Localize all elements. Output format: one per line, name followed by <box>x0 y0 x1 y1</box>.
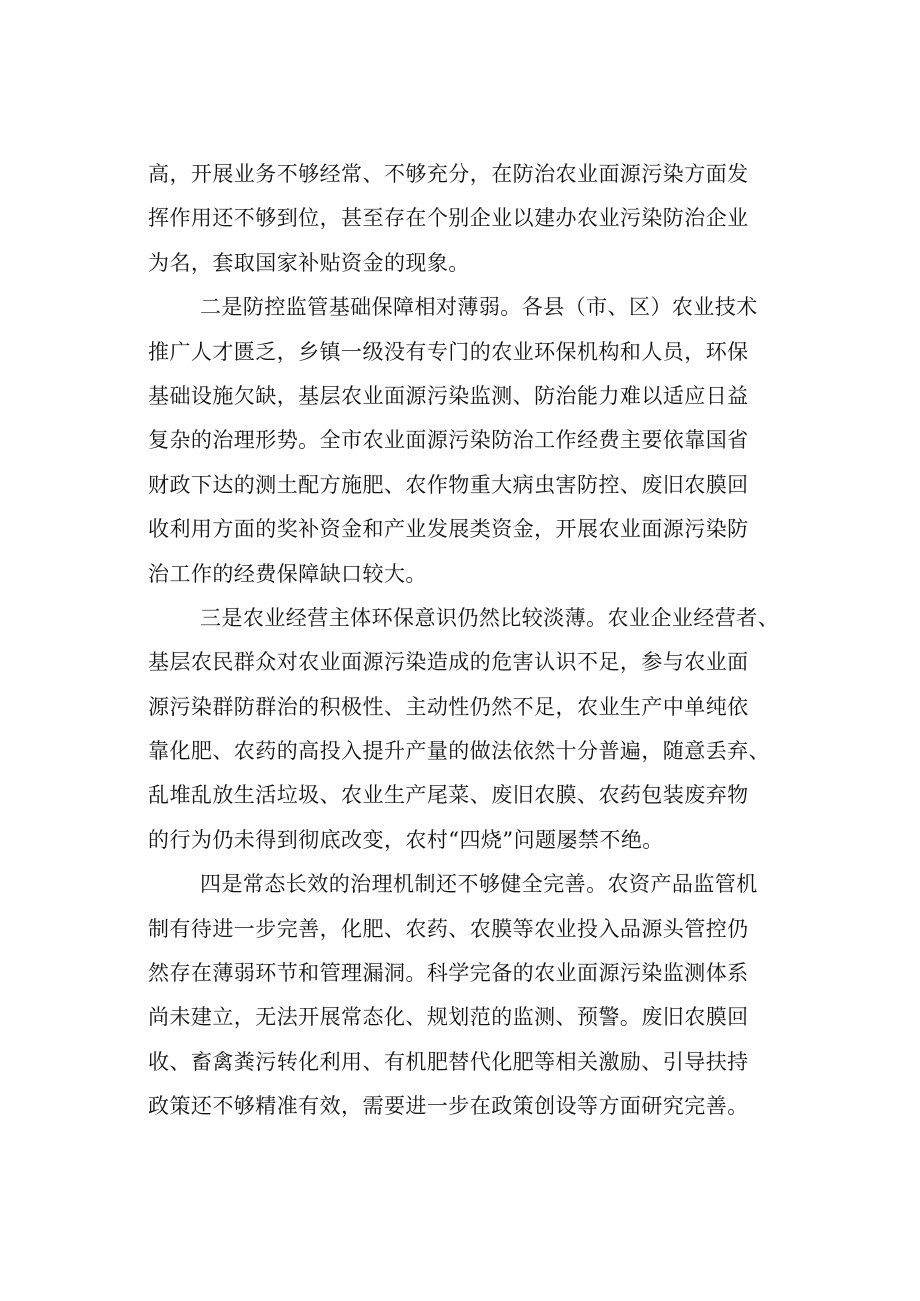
paragraph-line: 政策还不够精准有效，需要进一步在政策创设等方面研究完善。 <box>148 1094 749 1119</box>
paragraph-first-line: 四是常态长效的治理机制还不够健全完善。农资产品监管机 <box>200 872 758 897</box>
paragraph-line: 推广人才匮乏，乡镇一级没有专门的农业环保机构和人员，环保 <box>148 339 749 364</box>
paragraph-line: 挥作用还不够到位，甚至存在个别企业以建办农业污染防治企业 <box>148 206 749 231</box>
paragraph-line: 收利用方面的奖补资金和产业发展类资金，开展农业面源污染防 <box>148 517 749 542</box>
paragraph-line: 基础设施欠缺，基层农业面源污染监测、防治能力难以适应日益 <box>148 383 749 408</box>
paragraph-line: 为名，套取国家补贴资金的现象。 <box>148 250 470 275</box>
paragraph-line: 治工作的经费保障缺口较大。 <box>148 561 427 586</box>
paragraph-line: 制有待进一步完善，化肥、农药、农膜等农业投入品源头管控仍 <box>148 916 749 941</box>
document-body <box>148 152 798 1129</box>
paragraph-line: 收、畜禽粪污转化利用、有机肥替代化肥等相关激励、引导扶持 <box>148 1049 749 1074</box>
paragraph-first-line: 二是防控监管基础保障相对薄弱。各县（市、区）农业技术 <box>200 295 758 320</box>
paragraph-line: 尚未建立，无法开展常态化、规划范的监测、预警。废旧农膜回 <box>148 1005 749 1030</box>
paragraph-line: 然存在薄弱环节和管理漏洞。科学完备的农业面源污染监测体系 <box>148 961 749 986</box>
paragraph-line: 基层农民群众对农业面源污染造成的危害认识不足，参与农业面 <box>148 650 749 675</box>
paragraph-line: 高，开展业务不够经常、不够充分，在防治农业面源污染方面发 <box>148 162 749 186</box>
paragraph-first-line: 三是农业经营主体环保意识仍然比较淡薄。农业企业经营者、 <box>200 605 780 630</box>
paragraph-line: 源污染群防群治的积极性、主动性仍然不足，农业生产中单纯依 <box>148 694 749 719</box>
paragraph-line: 乱堆乱放生活垃圾、农业生产尾菜、废旧农膜、农药包装废弃物 <box>148 783 749 808</box>
paragraph-line: 财政下达的测土配方施肥、农作物重大病虫害防控、废旧农膜回 <box>148 472 749 497</box>
paragraph-line: 靠化肥、农药的高投入提升产量的做法依然十分普遍，随意丢弃、 <box>148 739 771 764</box>
paragraph-line: 的行为仍未得到彻底改变，农村“四烧”问题屡禁不绝。 <box>148 827 664 852</box>
paragraph-line: 复杂的治理形势。全市农业面源污染防治工作经费主要依靠国省 <box>148 428 749 453</box>
